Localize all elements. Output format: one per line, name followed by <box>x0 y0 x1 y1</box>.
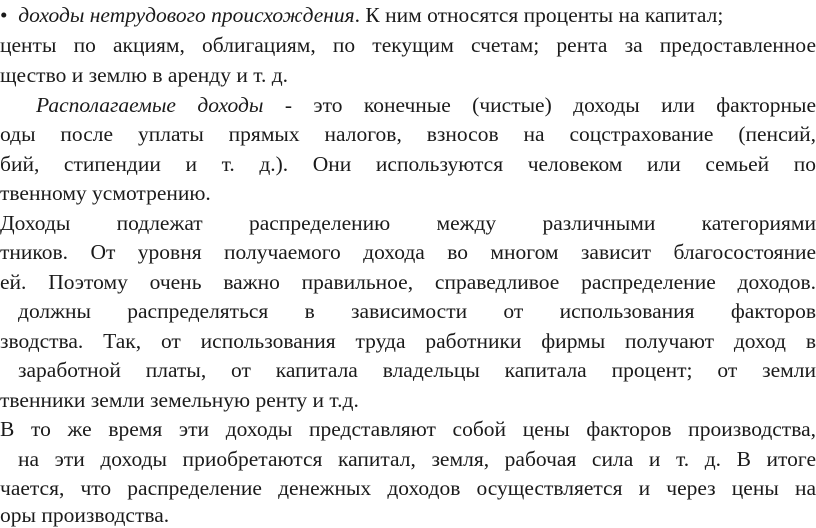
para2-line2: оды после уплаты прямых налогов, взносов на соцстрахование (пенсий, <box>0 122 816 146</box>
para4-line3: чается, что распределение денежных доходов осуществляется и через цены на <box>0 476 816 500</box>
para3-line5: зводства. Так, от использования труда работники фирмы получают доход в <box>0 329 816 353</box>
para3-line3: ей. Поэтому очень важно правильное, справедливое распределение доходов. <box>0 270 816 294</box>
para2-line3: бий, стипендии и т. д.). Они используются человеком или семьей по <box>0 152 816 176</box>
para4-line1: В то же время эти доходы представляют собой цены факторов производства, <box>0 417 816 441</box>
para1-line1-text: . К ним относятся проценты на капитал; <box>354 3 724 27</box>
para3-line2: тников. От уровня получаемого дохода во многом зависит благосостояние <box>0 240 816 264</box>
para2-term: Располагаемые доходы <box>36 93 264 117</box>
para3-line4: должны распределяться в зависимости от использования факторов <box>18 299 816 323</box>
bullet-icon: • <box>0 3 8 27</box>
para4-line4: оры производства. <box>0 503 170 527</box>
para3-line6: заработной платы, от капитала владельцы капитала процент; от земли <box>18 358 816 382</box>
para1-line2: центы по акциям, облигациям, по текущим счетам; рента за предоставленное <box>0 33 816 57</box>
para1-term: доходы нетрудового происхождения <box>18 3 355 27</box>
para3-line7: твенники земли земельную ренту и т.д. <box>0 388 359 412</box>
para3-line1: Доходы подлежат распределению между различными категориями <box>0 211 816 235</box>
para2-line4: твенному усмотрению. <box>0 181 211 205</box>
para4-line2: на эти доходы приобретаются капитал, земля, рабочая сила и т. д. В итоге <box>18 447 816 471</box>
para2-line1 <box>36 92 816 118</box>
para1-line1 <box>0 2 816 28</box>
para1-line3: щество и землю в аренду и т. д. <box>0 63 289 87</box>
para2-line1-text: - это конечные (чистые) доходы или факторные <box>263 93 816 117</box>
